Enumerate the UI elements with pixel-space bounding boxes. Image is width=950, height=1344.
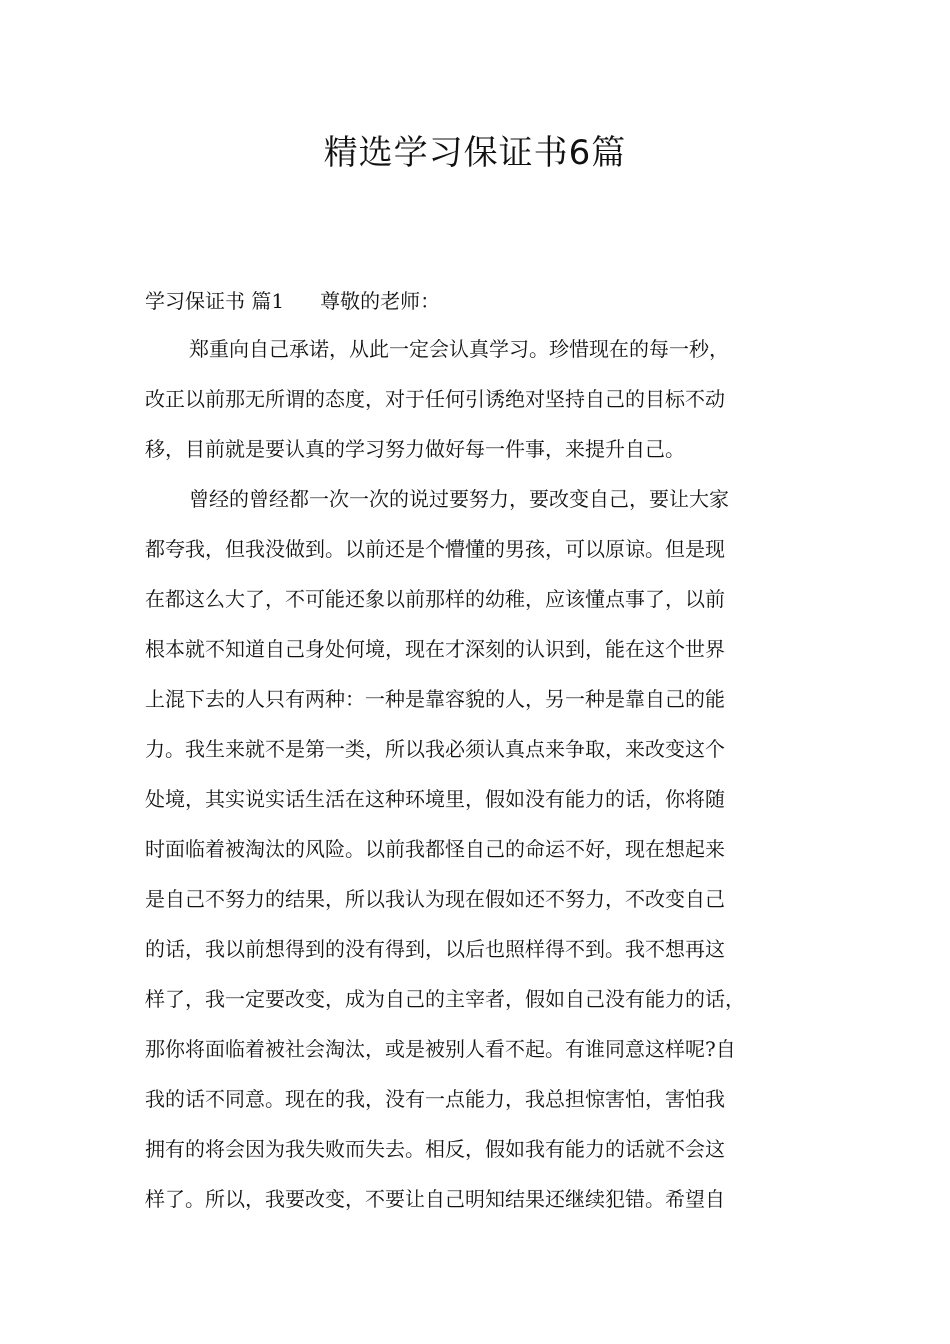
paragraph-line: 力。我生来就不是第一类，所以我必须认真点来争取，来改变这个 [145,737,725,761]
paragraph-line: 曾经的曾经都一次一次的说过要努力，要改变自己，要让大家 [189,487,729,511]
paragraph-line: 时面临着被淘汰的风险。以前我都怪自己的命运不好，现在想起来 [145,837,725,861]
document-body [145,278,810,1224]
section-heading: 学习保证书 篇1 [145,289,285,313]
paragraph-line: 郑重向自己承诺，从此一定会认真学习。珍惜现在的每一秒， [189,337,729,361]
salutation: 尊敬的老师： [320,289,441,313]
paragraph-line: 我的话不同意。现在的我，没有一点能力，我总担惊害怕，害怕我 [145,1087,725,1111]
paragraph-line: 那你将面临着被社会淘汰，或是被别人看不起。有谁同意这样呢?自 [145,1037,736,1061]
paragraph-line: 都夸我，但我没做到。以前还是个懵懂的男孩，可以原谅。但是现 [145,537,725,561]
document-title: 精选学习保证书6篇 [323,133,627,173]
paragraph-line: 在都这么大了，不可能还象以前那样的幼稚，应该懂点事了，以前 [145,587,725,611]
paragraph-line: 根本就不知道自己身处何境，现在才深刻的认识到，能在这个世界 [145,637,725,661]
paragraph-line: 样了，我一定要改变，成为自己的主宰者，假如自己没有能力的话， [145,987,745,1011]
paragraph-line: 处境，其实说实话生活在这种环境里，假如没有能力的话，你将随 [145,787,725,811]
paragraph-line: 移，目前就是要认真的学习努力做好每一件事，来提升自己。 [145,437,685,461]
heading-line [145,278,810,324]
paragraph-line: 样了。所以，我要改变，不要让自己明知结果还继续犯错。希望自 [145,1187,725,1211]
paragraph-line: 拥有的将会因为我失败而失去。相反，假如我有能力的话就不会这 [145,1137,725,1161]
paragraph-line: 是自己不努力的结果，所以我认为现在假如还不努力，不改变自己 [145,887,725,911]
paragraph-line: 的话，我以前想得到的没有得到，以后也照样得不到。我不想再这 [145,937,725,961]
paragraph-line: 上混下去的人只有两种：一种是靠容貌的人，另一种是靠自己的能 [145,687,725,711]
paragraph-1 [145,324,810,474]
paragraph-line: 改正以前那无所谓的态度，对于任何引诱绝对坚持自己的目标不动 [145,387,725,411]
paragraph-2 [145,474,810,1224]
